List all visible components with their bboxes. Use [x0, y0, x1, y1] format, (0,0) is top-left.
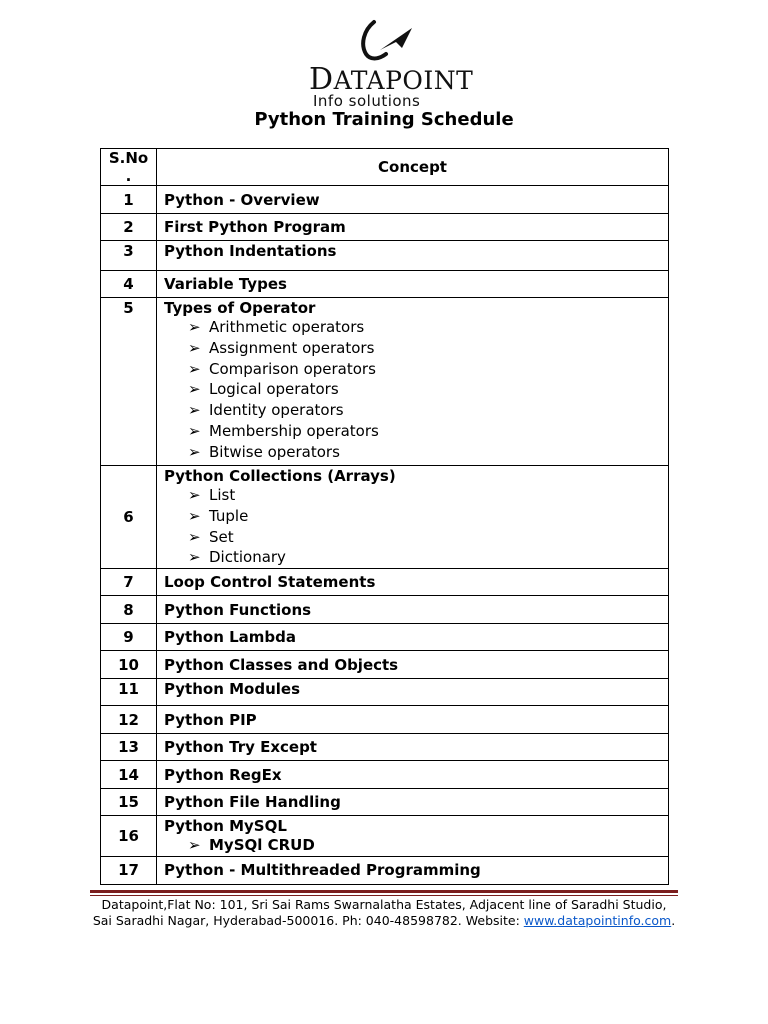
- sub-topic-label: Bitwise operators: [209, 442, 340, 461]
- concept-title: Variable Types: [164, 275, 287, 293]
- table-row: [101, 186, 669, 214]
- table-row: [101, 856, 669, 884]
- sub-topic-label: MySQl CRUD: [209, 836, 315, 855]
- sno-cell: 13: [101, 734, 157, 761]
- sub-topic-label: Logical operators: [209, 380, 339, 399]
- footer-rule: [90, 890, 678, 893]
- sno-cell: 1: [101, 186, 157, 214]
- sno-cell: 14: [101, 761, 157, 789]
- company-logo: [0, 14, 768, 110]
- sub-topic-item: [188, 359, 668, 380]
- concept-title: Python File Handling: [164, 793, 341, 812]
- concept-title: Python - Multithreaded Programming: [164, 861, 481, 880]
- arrow-bullet-icon: ➢: [188, 548, 201, 567]
- logo-swoosh-icon: [358, 18, 418, 64]
- schedule-table: [100, 148, 669, 885]
- arrow-bullet-icon: ➢: [188, 421, 201, 440]
- sub-topic-label: Tuple: [209, 506, 249, 525]
- sub-topic-item: [188, 527, 668, 548]
- concept-cell: [157, 761, 669, 789]
- table-row: [101, 298, 669, 466]
- concept-cell: [157, 624, 669, 651]
- arrow-bullet-icon: ➢: [188, 338, 201, 357]
- table-row: [101, 271, 669, 298]
- arrow-bullet-icon: ➢: [188, 836, 201, 855]
- sub-topic-label: Dictionary: [209, 548, 286, 567]
- sno-cell: 4: [101, 271, 157, 298]
- concept-cell: [157, 651, 669, 679]
- brand-name: DATAPOINT: [309, 62, 474, 97]
- concept-cell: [157, 706, 669, 734]
- concept-header: Concept: [157, 149, 669, 186]
- sub-topic-list: [164, 835, 668, 856]
- table-row: [101, 679, 669, 706]
- concept-title: Python Classes and Objects: [164, 655, 399, 674]
- sub-topic-label: Arithmetic operators: [209, 318, 365, 336]
- sub-topic-list: [164, 317, 668, 463]
- sno-cell: 10: [101, 651, 157, 679]
- brand-tagline: Info solutions: [313, 92, 421, 110]
- concept-title: Python PIP: [164, 710, 257, 729]
- concept-title: First Python Program: [164, 218, 346, 236]
- sno-cell: 15: [101, 789, 157, 816]
- table-row: [101, 466, 669, 569]
- concept-cell: [157, 271, 669, 298]
- sno-cell: 16: [101, 816, 157, 857]
- concept-cell: [157, 789, 669, 816]
- sno-cell: 8: [101, 596, 157, 624]
- sub-topic-item: [188, 485, 668, 506]
- footer-address: [0, 897, 768, 929]
- arrow-bullet-icon: ➢: [188, 318, 201, 336]
- page-title: Python Training Schedule: [254, 109, 514, 130]
- concept-title: Types of Operator: [164, 299, 316, 317]
- concept-title: Python Modules: [164, 680, 300, 699]
- sno-cell: 17: [101, 856, 157, 884]
- arrow-bullet-icon: ➢: [188, 380, 201, 399]
- concept-title: Python RegEx: [164, 765, 282, 784]
- concept-cell: [157, 816, 669, 857]
- table-row: [101, 651, 669, 679]
- concept-cell: [157, 214, 669, 241]
- arrow-bullet-icon: ➢: [188, 527, 201, 546]
- sub-topic-label: Membership operators: [209, 421, 379, 440]
- arrow-bullet-icon: ➢: [188, 401, 201, 420]
- arrow-bullet-icon: ➢: [188, 506, 201, 525]
- sub-topic-item: [188, 835, 668, 856]
- concept-cell: [157, 186, 669, 214]
- concept-title: Python - Overview: [164, 190, 320, 209]
- concept-title: Python MySQL: [164, 817, 287, 836]
- concept-title: Python Collections (Arrays): [164, 467, 396, 485]
- table-row: [101, 569, 669, 596]
- table-header-row: [101, 149, 669, 186]
- table-row: [101, 596, 669, 624]
- sub-topic-item: [188, 421, 668, 442]
- table-row: [101, 624, 669, 651]
- sub-topic-item: [188, 379, 668, 400]
- concept-cell: [157, 298, 669, 466]
- sno-cell: 7: [101, 569, 157, 596]
- concept-title: Python Functions: [164, 600, 312, 619]
- table-row: [101, 789, 669, 816]
- concept-title: Python Indentations: [164, 242, 337, 260]
- table-row: [101, 241, 669, 271]
- concept-cell: [157, 466, 669, 569]
- table-row: [101, 214, 669, 241]
- sno-cell: 6: [101, 466, 157, 569]
- arrow-bullet-icon: ➢: [188, 486, 201, 504]
- footer-rule-thin: [90, 895, 678, 896]
- sno-cell: 3: [101, 241, 157, 271]
- sno-cell: 11: [101, 679, 157, 706]
- table-body: [101, 186, 669, 885]
- arrow-bullet-icon: ➢: [188, 359, 201, 378]
- sub-topic-label: Comparison operators: [209, 359, 376, 378]
- footer-line-1: Datapoint,Flat No: 101, Sri Sai Rams Swarnalatha Estates, Adjacent line of Saradhi Studio,: [101, 897, 667, 912]
- website-link[interactable]: www.datapointinfo.com: [523, 913, 672, 928]
- sub-topic-label: Assignment operators: [209, 338, 375, 357]
- sno-cell: 12: [101, 706, 157, 734]
- sub-topic-label: Identity operators: [209, 401, 344, 420]
- sub-topic-list: [164, 485, 668, 568]
- sno-cell: 2: [101, 214, 157, 241]
- concept-title: Loop Control Statements: [164, 573, 376, 592]
- arrow-bullet-icon: ➢: [188, 442, 201, 461]
- concept-cell: [157, 569, 669, 596]
- concept-cell: [157, 734, 669, 761]
- sub-topic-item: [188, 506, 668, 527]
- concept-cell: [157, 241, 669, 271]
- sno-cell: 9: [101, 624, 157, 651]
- concept-cell: [157, 856, 669, 884]
- concept-title: Python Try Except: [164, 738, 317, 757]
- table-row: [101, 761, 669, 789]
- sub-topic-item: [188, 400, 668, 421]
- sub-topic-item: [188, 317, 668, 338]
- concept-cell: [157, 679, 669, 706]
- sub-topic-label: List: [209, 486, 236, 504]
- table-row: [101, 816, 669, 857]
- footer-line-2: Sai Saradhi Nagar, Hyderabad-500016. Ph: 040-48598782. Website: www.datapointinfo.com.: [92, 913, 676, 928]
- concept-title: Python Lambda: [164, 628, 297, 647]
- sno-header: S.No .: [101, 149, 157, 186]
- table-row: [101, 706, 669, 734]
- sub-topic-label: Set: [209, 527, 234, 546]
- sno-cell: 5: [101, 298, 157, 466]
- sub-topic-item: [188, 442, 668, 463]
- table-row: [101, 734, 669, 761]
- concept-cell: [157, 596, 669, 624]
- sub-topic-item: [188, 547, 668, 568]
- sub-topic-item: [188, 338, 668, 359]
